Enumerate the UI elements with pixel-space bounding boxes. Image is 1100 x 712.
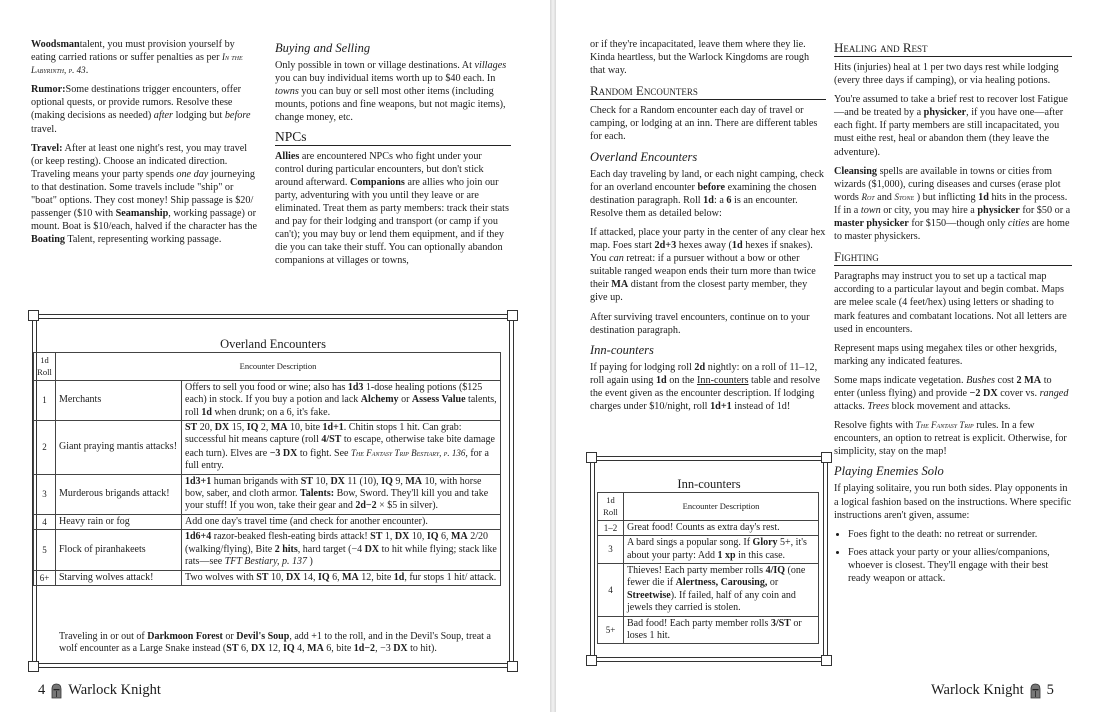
rumor-paragraph: Rumor:Some destinations trigger encounters, offer optional quests, or provide rumors. Resolve these (making decisions as needed) after lodging but before travel. — [31, 84, 251, 135]
playing-solo-heading: Playing Enemies Solo — [834, 464, 944, 479]
roll-cell: 5 — [34, 530, 56, 570]
inn-counters-box — [590, 456, 828, 662]
companions-continued: or if they're incapacitated, leave them where they lie. Kinda heartless, but the Warlock Kingdoms are rough that way. — [590, 39, 810, 77]
encounter-name-cell: Merchants — [56, 380, 182, 420]
encounter-name-cell: Flock of piranhakeets — [56, 530, 182, 570]
roll-cell: 1–2 — [598, 520, 624, 535]
table-row — [34, 421, 501, 475]
inn-counters-heading: Inn-counters — [590, 342, 654, 357]
right-footer — [931, 682, 1054, 699]
list-item: • Foes fight to the death: no retreat or surrender. — [848, 528, 1072, 541]
table-row — [598, 564, 819, 617]
knight-helmet-icon — [51, 683, 62, 699]
overland-encounters-table-title: Overland Encounters — [220, 337, 326, 351]
roll-cell: 6+ — [34, 570, 56, 585]
encounter-name-cell: Giant praying mantis attacks! — [56, 421, 182, 475]
overland-encounters-box — [32, 314, 514, 668]
roll-cell: 4 — [34, 514, 56, 529]
fighting-para-2: Represent maps using megahex tiles or other hexgrids, marking any indicated features. — [834, 342, 1057, 367]
fighting-para-1: Paragraphs may instruct you to set up a tactical map according to a particular layout and begin combat. Maps are melee scale (4 feet/hex) using letters or shading to mark features and combatant locations. Not all letters are used in encounters. — [834, 271, 1067, 335]
description-header: Encounter Description — [56, 353, 501, 381]
healing-para-3: Cleansing spells are available in towns or cities from wizards ($1,000), curing diseases and curses (erase plot words Rot and Stone ) but inflicting 1d hits in the process. If in a town or city, you may hire a physicker for $50 or a master physicker for $150—though only cities are home to master physickers. — [834, 165, 1071, 243]
knight-helmet-icon — [1030, 683, 1041, 699]
random-encounters-heading: Random Encounters — [590, 83, 826, 100]
npcs-heading: NPCs — [275, 130, 511, 145]
table-row — [598, 520, 819, 535]
healing-para-1: Hits (injuries) heal at 1 per two days rest while lodging (every three days if camping), or via healing potions. — [834, 62, 1059, 87]
page-number: 4 — [38, 682, 46, 698]
playing-solo-text: If playing solitaire, you run both sides. Play opponents in a logical fashion based on the instructions. Where specific instructions aren't given, assume: — [834, 483, 1072, 521]
inn-counters-text: If paying for lodging roll 2d nightly: on a roll of 11–12, roll again using 1d on the Inn-counters table and resolve the event given as the encounter description. If lodging charges under $10/night, roll 1d+1 instead of 1d! — [590, 361, 821, 412]
buying-selling-text: Only possible in town or village destinations. At villages you can buy individual items worth up to $40 each. In towns you can buy or sell most other items (including mounts, potions and fine weapons, but not magic items), change money, etc. — [275, 60, 507, 124]
roll-cell: 4 — [598, 564, 624, 617]
inn-counters-table-title: Inn-counters — [677, 477, 741, 491]
overland-encounters-table — [33, 352, 501, 586]
overland-para-3: After surviving travel encounters, continue on to your destination paragraph. — [590, 311, 810, 336]
page-number: 5 — [1046, 682, 1054, 698]
encounter-description-cell: Thieves! Each party member rolls 4/IQ (one fewer die if Alertness, Carousing, or Streetwise). If failed, half of any coin and jewels they carried is stolen. — [624, 564, 819, 617]
left-column-1 — [31, 38, 261, 252]
encounter-description-cell: Two wolves with ST 10, DX 14, IQ 6, MA 12, bite 1d, fur stops 1 hit/ attack. — [182, 570, 501, 585]
table-header-row — [34, 353, 501, 381]
roll-cell: 5+ — [598, 616, 624, 644]
table-row — [34, 474, 501, 514]
right-column-1 — [590, 38, 826, 419]
fighting-heading: Fighting — [834, 249, 1072, 266]
encounter-description-cell: 1d6+4 razor-beaked flesh-eating birds attack! ST 1, DX 10, IQ 6, MA 2/20 (walking/flying), Bite 2 hits, hard target (−4 DX to hit while flying; stack like rats—see TFT Bestiary, p. 137 ) — [182, 530, 501, 570]
roll-cell: 3 — [34, 474, 56, 514]
overland-para-1: Each day traveling by land, or each night camping, check for an overland encounter before examining the chosen destination paragraph. Roll 1d: a 6 is an encounter. Resolve them as detailed below: — [590, 168, 824, 219]
npcs-text: Allies are encountered NPCs who fight under your control during particular encounters, but don't stick around afterward. Companions are allies who join our party, adventuring with you until they leave or are eliminated. Treat them as party members: track their stats and pay for their lodging and transport (or camp if you can't); you may buy or lend them equipment, and if they die you can take their stuff. You can optionally abandon companions at villages or towns, — [275, 150, 509, 267]
encounter-description-cell: 1d3+1 human brigands with ST 10, DX 11 (10), IQ 9, MA 10, with horse bow, saber, and cloth armor. Talents: Bow, Sword. They'll kill you and take your stuff! If you won, take their gear and 2d−2 × $5 in silver). — [182, 474, 501, 514]
encounter-name-cell: Starving wolves attack! — [56, 570, 182, 585]
encounter-description-cell: Bad food! Each party member rolls 3/ST or loses 1 hit. — [624, 616, 819, 644]
overland-para-2: If attacked, place your party in the center of any clear hex map. Foes start 2d+3 hexes away (1d hexes if snakes). You can retreat: if a pursuer without a bow or other suitable ranged weapon ends their turn more than twice their MA distant from the closest party member, they give up. — [590, 226, 826, 304]
list-item: • Foes attack your party or your allies/companions, whoever is closest. They'll engage with their best ready weapon or attack. — [848, 546, 1072, 585]
book-title: Warlock Knight — [931, 682, 1024, 698]
table-row — [598, 616, 819, 644]
encounter-description-cell: Offers to sell you food or wine; also has 1d3 1-dose healing potions ($125 each) in stock. If you buy a potion and lack Alchemy or Assess Value talents, roll 1d when drunk; on a 6, it's fake. — [182, 380, 501, 420]
left-column-2 — [275, 38, 511, 273]
encounter-name-cell: Heavy rain or fog — [56, 514, 182, 529]
roll-cell: 2 — [34, 421, 56, 475]
book-title: Warlock Knight — [68, 682, 161, 698]
encounter-name-cell: Murderous brigands attack! — [56, 474, 182, 514]
solo-bullet-list — [834, 528, 1072, 585]
woodsman-paragraph: Woodsmantalent, you must provision yourself by eating carried rations or suffer penalties as per In the Labyrinth, p. 43. — [31, 39, 243, 77]
healing-rest-heading: Healing and Rest — [834, 40, 1072, 57]
table-row — [34, 514, 501, 529]
encounter-description-cell: Add one day's travel time (and check for another encounter). — [182, 514, 501, 529]
buying-selling-heading: Buying and Selling — [275, 41, 371, 55]
table-row — [598, 536, 819, 564]
description-header: Encounter Description — [624, 493, 819, 521]
right-page — [556, 0, 1100, 712]
roll-cell: 1 — [34, 380, 56, 420]
inn-counters-table — [597, 492, 819, 644]
encounter-description-cell: A bard sings a popular song. If Glory 5+, it's about your party: Add 1 xp in this case. — [624, 536, 819, 564]
table-row — [34, 570, 501, 585]
healing-para-2: You're assumed to take a brief rest to recover lost Fatigue—and be treated by a physicker, if you have one—after each fight. If party members are still incapacitated, you must eithe rest, heal or abandon them (they leave the adventure). — [834, 94, 1068, 158]
table-row — [34, 380, 501, 420]
left-footer — [38, 682, 161, 699]
encounter-description-cell: Great food! Counts as extra day's rest. — [624, 520, 819, 535]
travel-paragraph: Travel: After at least one night's rest, you may travel (or keep resting). Choose an indicated direction. Traveling means your party spends one day journeying to that destination. Some travels include "ship" or "boat" options. They cost money! Ship passage is $20/ passenger ($10 with Seamanship, working passage) or mount. Boat is $10/each, halved if the character has the Boating Talent, representing working passage. — [31, 142, 258, 246]
overland-encounters-heading: Overland Encounters — [590, 149, 698, 164]
encounter-description-cell: ST 20, DX 15, IQ 2, MA 10, bite 1d+1. Chitin stops 1 hit. Can grab: successful hit means capture (roll 4/ST to escape, otherwise take bite damage each turn). Elves are −3 DX to fight. See The Fantasy Trip Bestiary, p. 136, for a full entry. — [182, 421, 501, 475]
roll-header: 1d Roll — [34, 353, 56, 381]
table-note: Traveling in or out of Darkmoon Forest or Devil's Soup, add +1 to the roll, and in the Devil's Soup, treat a wolf encounter as a Large Snake instead (ST 6, DX 12, IQ 4, MA 6, bite 1d−2, −3 DX to hit). — [59, 631, 491, 655]
table-header-row — [598, 493, 819, 521]
right-column-2 — [834, 38, 1072, 590]
fighting-para-3: Some maps indicate vegetation. Bushes cost 2 MA to enter (unless flying) and provide −2 DX cover vs. ranged attacks. Trees block movement and attacks. — [834, 374, 1069, 413]
table-row — [34, 530, 501, 570]
roll-cell: 3 — [598, 536, 624, 564]
fighting-para-4: Resolve fights with The Fantasy Trip rules. In a few encounters, an option to retreat is explicit. Otherwise, for simplicity, stay on the map! — [834, 420, 1067, 458]
roll-header: 1d Roll — [598, 493, 624, 521]
random-encounters-text: Check for a Random encounter each day of travel or camping, or lodging at an inn. There are different tables for each. — [590, 105, 818, 143]
